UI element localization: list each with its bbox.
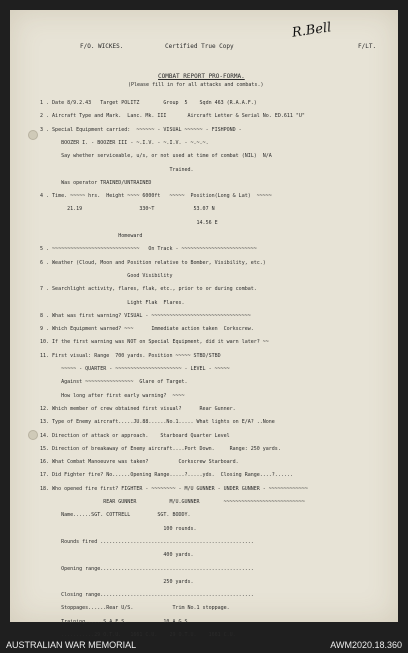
line-number — [40, 499, 52, 505]
line-number: 2 . — [40, 113, 53, 120]
form-line — [40, 220, 384, 226]
line-number — [40, 526, 52, 532]
form-line — [40, 167, 384, 173]
form-line — [40, 353, 384, 359]
form-line — [40, 286, 384, 292]
line-text: ...........29 O.T.U. 1661 C.U. 29 O.T.U. 1661 C.U. — [52, 632, 236, 638]
footer-credit: AUSTRALIAN WAR MEMORIAL — [6, 639, 137, 650]
line-text: Stoppages......Rear U/S. Trim No.1 stoppage. — [52, 605, 230, 612]
line-text: 21.19 330~T 53.07 N — [52, 206, 215, 213]
form-title: COMBAT REPORT PRO-FORMA. — [158, 73, 245, 80]
form-line — [40, 300, 384, 306]
line-text: 250 yards. — [52, 578, 194, 585]
line-text: REAR GUNNER M/U.GUNNER ~~~~~~~~~~~~~~~~~~~~~~~~~~~ — [52, 499, 305, 505]
line-number — [40, 539, 52, 545]
form-line — [40, 539, 384, 545]
line-number: 17. — [40, 472, 53, 479]
line-text: Homeward — [52, 233, 143, 239]
form-line — [40, 326, 384, 332]
line-number — [40, 379, 52, 385]
line-number: 11. — [40, 352, 53, 359]
line-number: 5 . — [40, 246, 53, 253]
line-text: Against ~~~~~~~~~~~~~~~~ Glare of Target. — [52, 379, 188, 386]
line-number: 12. — [40, 405, 53, 412]
line-text: Type of Enemy aircraft.....JU.88......No.1..... What lights on E/A? ..None — [52, 419, 275, 426]
form-line — [40, 566, 384, 572]
line-number: 15. — [40, 445, 53, 452]
line-text: Training......S.A.F.S. 10 A.G.S. — [52, 618, 191, 625]
line-text: What was first warning? VISUAL - ~~~~~~~~~~~~~~~~~~~~~~~~~~~~~~~~~ — [52, 312, 251, 319]
line-text: Was operator TRAINED/UNTRAINED — [52, 179, 152, 186]
form-line — [40, 113, 384, 119]
form-line — [40, 313, 384, 319]
form-line — [40, 406, 384, 412]
line-number: 10. — [40, 339, 53, 346]
line-number: 8 . — [40, 312, 53, 319]
line-text: Weather (Cloud, Moon and Position relative to Bomber, Visibility, etc.) — [52, 259, 266, 266]
line-text: 14.56 E — [52, 219, 218, 226]
line-number: 9 . — [40, 326, 53, 333]
line-number: 13. — [40, 419, 53, 426]
form-line — [40, 433, 384, 439]
form-line — [40, 592, 384, 598]
footer-bar — [0, 636, 408, 653]
line-text: Which Equipment warned? ~~~ Immediate action taken Corkscrew. — [52, 326, 254, 333]
form-line — [40, 459, 384, 465]
line-number — [40, 167, 52, 173]
punch-hole — [28, 430, 38, 440]
form-line — [40, 193, 384, 199]
line-text: If the first warning was NOT on Special Equipment, did it warn later? ~~ — [52, 339, 269, 346]
line-text: BOOZER I. - BOOZER III - ~.I.V. - ~.I.V. - ~.~.~. — [52, 139, 209, 146]
line-number — [40, 206, 52, 212]
line-number: 18. — [40, 485, 53, 492]
line-text: Date 8/9.2.43 Target POLITZ Group 5 Sqdn 463 (R.A.A.F.) — [52, 100, 257, 106]
punch-hole — [28, 130, 38, 140]
line-text: Rounds fired ................................................... — [52, 538, 254, 545]
line-number — [40, 273, 52, 279]
line-number — [40, 552, 52, 558]
line-number — [40, 512, 52, 518]
line-text: Searchlight activity, flares, flak, etc., prior to or during combat. — [52, 286, 257, 293]
line-number — [40, 153, 52, 159]
form-line — [40, 100, 384, 106]
document-page — [10, 10, 398, 638]
line-number — [40, 366, 52, 372]
line-text: Good Visibility — [52, 272, 173, 279]
line-number: 1 . — [40, 100, 53, 106]
form-line — [40, 339, 384, 345]
line-text: Which member of crew obtained first visual? Rear Gunner. — [52, 405, 236, 412]
line-number — [40, 579, 52, 585]
form-line — [40, 472, 384, 478]
form-line — [40, 140, 384, 146]
line-text: Opening range................................................... — [52, 565, 254, 572]
line-text: ~~~~~ - QUARTER - ~~~~~~~~~~~~~~~~~~~~~~ - LEVEL - ~~~~~ — [52, 366, 230, 372]
header-certified: Certified True Copy — [165, 43, 234, 50]
line-number: 7 . — [40, 286, 53, 293]
line-text: Time. ~~~~~ hrs. Height ~~~~ 6000ft ~~~~~ Position(Long & Lat) ~~~~~ — [52, 193, 272, 200]
form-line — [40, 233, 384, 239]
line-number: 16. — [40, 459, 53, 466]
line-number: 4 . — [40, 193, 53, 200]
form-line — [40, 419, 384, 425]
form-line — [40, 153, 384, 159]
footer-accession: AWM2020.18.360 — [330, 639, 402, 650]
line-text: First visual: Range 700 yards. Position ~~~~~ STBD/STBD — [52, 352, 221, 359]
form-line — [40, 273, 384, 279]
line-text: What Combat Manoeuvre was taken? Corkscrew Starboard. — [52, 459, 239, 466]
form-line — [40, 206, 384, 212]
line-text: Light Flak Flares. — [52, 299, 185, 306]
form-line — [40, 619, 384, 625]
line-number — [40, 393, 52, 399]
form-line — [40, 446, 384, 452]
form-line — [40, 579, 384, 585]
form-line — [40, 366, 384, 372]
form-line — [40, 499, 384, 505]
line-number: 3 . — [40, 126, 53, 133]
line-text: Trained. — [52, 166, 194, 173]
line-number — [40, 619, 52, 625]
line-text: Say whether serviceable, u/s, or not used at time of combat (NIL) N/A — [52, 153, 272, 160]
form-line — [40, 127, 384, 133]
line-text: Did Fighter fire? No......Opening Range.....?.....yds. Closing Range....?...... — [52, 472, 293, 479]
line-text: Closing range................................................... — [52, 592, 254, 599]
line-text: How long after first early warning? ~~~~ — [52, 392, 185, 399]
form-line — [40, 486, 384, 492]
line-text: Direction of breakaway of Enemy aircraft....Port Down. Range: 250 yards. — [52, 445, 281, 452]
line-number — [40, 605, 52, 611]
line-text: Direction of attack or approach. Starboard Quarter Level — [52, 432, 230, 439]
line-number: 14. — [40, 432, 53, 439]
signature: R.Bell — [291, 20, 333, 41]
line-number — [40, 566, 52, 572]
line-number — [40, 180, 52, 186]
form-line — [40, 512, 384, 518]
line-number — [40, 300, 52, 306]
line-number — [40, 592, 52, 598]
line-text: ~~~~~~~~~~~~~~~~~~~~~~~~~~~~~ On Track - ~~~~~~~~~~~~~~~~~~~~~~~~~ — [52, 246, 257, 253]
form-line — [40, 260, 384, 266]
line-text: Who opened fire first? FIGHTER - ~~~~~~~~ - M/U GUNNER - UNDER GUNNER - ~~~~~~~~~~~~~ — [52, 485, 308, 492]
header-rank: F/LT. — [358, 43, 377, 50]
form-line — [40, 393, 384, 399]
line-number — [40, 140, 52, 146]
line-text: Special Equipment carried: ~~~~~~ - VISUAL ~~~~~~ - FISHPOND - — [52, 126, 242, 133]
line-number — [40, 220, 52, 226]
line-text: 100 rounds. — [52, 525, 197, 532]
form-line — [40, 605, 384, 611]
form-subtitle: (Please fill in for all attacks and combats.) — [128, 82, 264, 88]
form-line — [40, 180, 384, 186]
line-text: Name......SGT. COTTRELL SGT. BODDY. — [52, 512, 191, 519]
form-line — [40, 526, 384, 532]
line-number: 6 . — [40, 259, 53, 266]
line-text: Aircraft Type and Mark. Lanc. Mk. III Aircraft Letter & Serial No. ED.611 "U" — [52, 113, 305, 120]
form-line — [40, 552, 384, 558]
form-line — [40, 379, 384, 385]
line-text: 400 yards. — [52, 552, 194, 559]
line-number — [40, 233, 52, 239]
header-name: F/O. WICKES. — [80, 43, 124, 50]
form-line — [40, 246, 384, 252]
